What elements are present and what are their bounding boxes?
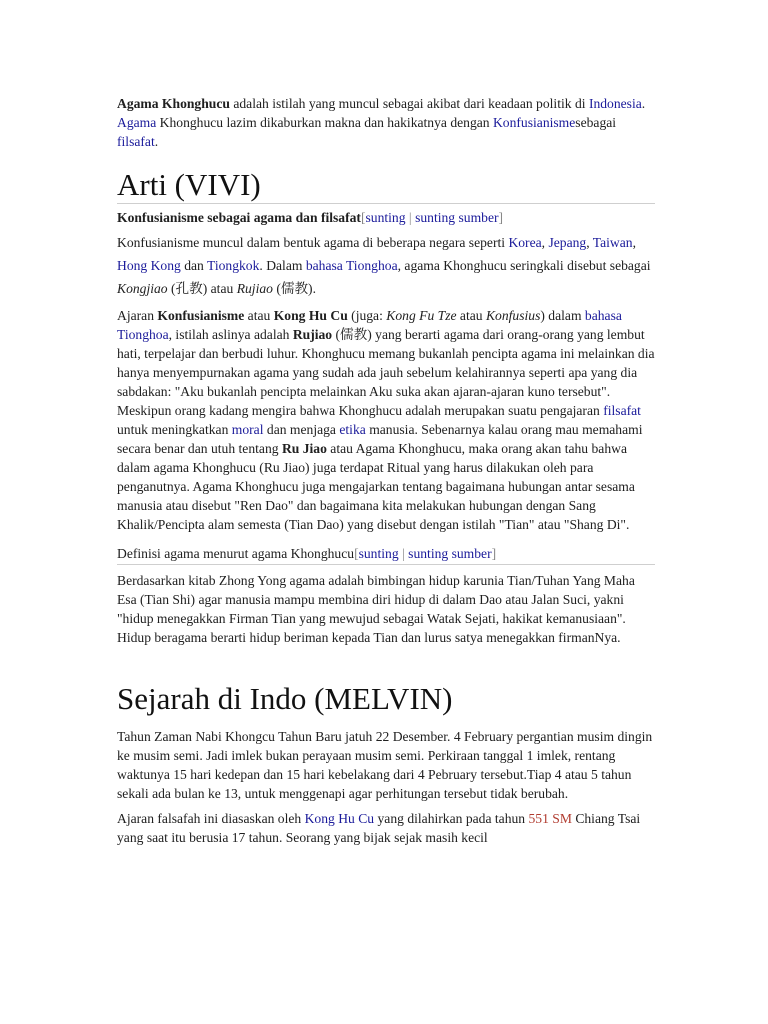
link-tiongkok[interactable]: Tiongkok: [207, 258, 260, 273]
section-title-sejarah: Sejarah di Indo (MELVIN): [117, 681, 453, 716]
link-bahasa-tionghoa-2[interactable]: bahasa Tionghoa: [117, 308, 622, 342]
link-kong-hu-cu[interactable]: Kong Hu Cu: [304, 811, 375, 826]
edit-source-link-2[interactable]: sunting sumber: [408, 546, 492, 561]
link-551-sm[interactable]: 551 SM: [528, 811, 572, 826]
link-hongkong[interactable]: Hong Kong: [117, 258, 181, 273]
link-bahasa-tionghoa[interactable]: bahasa Tionghoa: [305, 258, 398, 273]
link-indonesia[interactable]: Indonesia: [588, 96, 642, 111]
paragraph-definisi: Berdasarkan kitab Zhong Yong agama adalah bimbingan hidup karunia Tian/Tuhan Yang Maha Esa (Tian Shi) agar manusia mampu membina diri hidup di dalam Dao atau Jalan Suci, yakni "hidup menegakkan Firman Tian yang mewujud sebagai Watak Sejati, hakikat kemanusiaan". Hidup beragama berarti hidup beriman kepada Tian dan lurus satya menegakkan firmanNya.: [117, 573, 635, 645]
section-heading-sejarah: [117, 681, 655, 717]
section-heading-arti: [117, 167, 655, 204]
link-konfusianisme[interactable]: Konfusianisme: [492, 115, 576, 130]
edit-link[interactable]: sunting: [365, 210, 406, 225]
link-filsafat-2[interactable]: filsafat: [603, 403, 641, 418]
intro-bold-term: Agama Khonghucu: [117, 96, 230, 111]
paragraph-ajaran: Ajaran Konfusianisme atau Kong Hu Cu (juga: Kong Fu Tze atau Konfusius) dalam bahasa Tionghoa, istilah aslinya adalah Rujiao (儒教) yang berarti agama dari orang-orang yang lembut hati, terpelajar dan berbudi luhur. Khonghucu memang bukanlah pencipta agama ini melainkan dia hanya menyempurnakan agama yang sudah ada jauh sebelum kelahirannya seperti apa yang dia sabdakan: "Aku bukanlah pencipta melainkan Aku suka akan ajaran-ajaran kuno tersebut". Meskipun orang kadang mengira bahwa Khonghucu adalah merupakan suatu pengajaran filsafat untuk meningkatkan moral dan menjaga etika manusia. Sebenarnya kalau orang mau memahami secara benar dan utuh tentang Ru Jiao atau Agama Khonghucu, maka orang akan tahu bahwa dalam agama Khonghucu (Ru Jiao) juga terdapat Ritual yang harus dilakukan oleh para penganutnya. Agama Khonghucu juga mengajarkan tentang bagaimana hubungan antar sesama manusia atau disebut "Ren Dao" dan bagaimana kita melakukan hubungan dengan Sang Khalik/Pencipta alam semesta (Tian Dao) yang disebut dengan istilah "Tian" atau "Shang Di".: [117, 308, 655, 532]
paragraph-tahun: Tahun Zaman Nabi Khongcu Tahun Baru jatuh 22 Desember. 4 February pergantian musim dingin ke musim semi. Jadi imlek bukan perayaan musim semi. Perkiraan tanggal 1 imlek, rentang waktunya 15 hari kedepan dan 15 hari kebelakang dari 4 Pebruary tersebut.Tiap 4 atau 5 tahun sekali ada bulan ke 13, untuk menggenapi agar perhitungan tersebut tidak berubah.: [117, 729, 653, 801]
link-moral[interactable]: moral: [231, 422, 264, 437]
section-title: Arti (VIVI): [117, 167, 261, 202]
link-taiwan[interactable]: Taiwan: [592, 235, 633, 250]
link-jepang[interactable]: Jepang: [548, 235, 587, 250]
subheading-konfusianisme: Konfusianisme sebagai agama dan filsafat[sunting | sunting sumber]: [117, 210, 504, 225]
edit-link-2[interactable]: sunting: [358, 546, 399, 561]
link-filsafat[interactable]: filsafat: [117, 134, 155, 149]
subheading-definisi: Definisi agama menurut agama Khonghucu[sunting | sunting sumber]: [117, 544, 655, 565]
link-korea[interactable]: Korea: [508, 235, 542, 250]
paragraph-falsafah: Ajaran falsafah ini diasaskan oleh Kong Hu Cu yang dilahirkan pada tahun 551 SM Chiang Tsai yang saat itu berusia 17 tahun. Seorang yang bijak sejak masih kecil: [117, 811, 641, 845]
edit-source-link[interactable]: sunting sumber: [415, 210, 499, 225]
link-agama[interactable]: Agama: [117, 115, 157, 130]
paragraph-negara: Konfusianisme muncul dalam bentuk agama di beberapa negara seperti Korea, Jepang, Taiwan, Hong Kong dan Tiongkok. Dalam bahasa Tionghoa, agama Khonghucu seringkali disebut sebagai Kongjiao (孔教) atau Rujiao (儒教).: [117, 235, 651, 296]
intro-paragraph: Agama Khonghucu adalah istilah yang muncul sebagai akibat dari keadaan politik di Indonesia. Agama Khonghucu lazim dikaburkan makna dan hakikatnya dengan Konfusianismesebagai filsafat.: [117, 96, 646, 149]
link-etika[interactable]: etika: [339, 422, 366, 437]
article: [117, 94, 655, 853]
